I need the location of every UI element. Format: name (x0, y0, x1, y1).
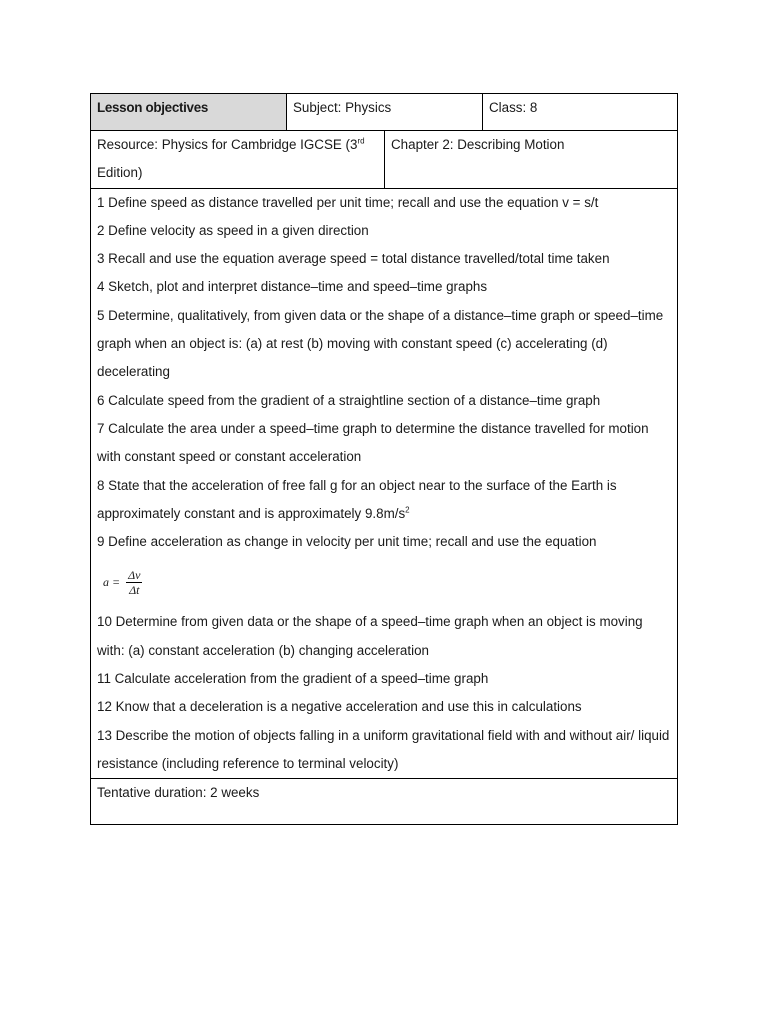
duration-row (91, 779, 678, 825)
formula-fraction (126, 568, 142, 597)
objective-7: 7 Calculate the area under a speed–time graph to determine the distance travelled for motion with constant speed or constant acceleration (97, 420, 649, 465)
objective-8 (97, 472, 671, 529)
objective-5: 5 Determine, qualitatively, from given data or the shape of a distance–time graph or speed–time graph when an object is: (a) at rest (b) moving with constant speed (c) accelerating (d) decelerating (97, 307, 664, 380)
formula-numerator: Δv (128, 567, 141, 582)
header-row (91, 94, 678, 131)
objective-11: 11 Calculate acceleration from the gradient of a speed–time graph (97, 671, 489, 687)
formula-lhs: a = (103, 575, 121, 590)
lesson-objectives-heading: Lesson objectives (91, 94, 287, 131)
resource-text: Resource: Physics for Cambridge IGCSE (3 (97, 137, 358, 152)
objective-8-text: 8 State that the acceleration of free fall g for an object near to the surface of the Earth is approximately constant and is approximately 9.8m/s (97, 477, 617, 521)
objective-9: 9 Define acceleration as change in velocity per unit time; recall and use the equation (97, 534, 597, 550)
resource-text-after: Edition) (97, 165, 143, 181)
formula-denominator: Δt (129, 582, 140, 597)
resource-cell (91, 131, 385, 189)
objective-8-superscript: 2 (405, 505, 410, 515)
objective-10: 10 Determine from given data or the shape of a speed–time graph when an object is moving with: (a) constant acceleration (b) changing acceleration (97, 614, 643, 658)
resource-row (91, 131, 678, 189)
objectives-cell (91, 188, 678, 779)
objective-4: 4 Sketch, plot and interpret distance–time and speed–time graphs (97, 279, 488, 295)
objective-3: 3 Recall and use the equation average speed = total distance travelled/total time taken (97, 251, 610, 267)
objective-1: 1 Define speed as distance travelled per unit time; recall and use the equation v = s/t (97, 194, 599, 210)
objective-2: 2 Define velocity as speed in a given direction (97, 222, 369, 238)
objective-12: 12 Know that a deceleration is a negative acceleration and use this in calculations (97, 699, 582, 715)
class-cell: Class: 8 (483, 94, 678, 131)
subject-cell: Subject: Physics (287, 94, 483, 131)
objective-13: 13 Describe the motion of objects falling in a uniform gravitational field with and without air/ liquid resistance (including reference to terminal velocity) (97, 727, 670, 771)
objectives-row (91, 188, 678, 779)
chapter-cell: Chapter 2: Describing Motion (385, 131, 678, 189)
resource-superscript: rd (357, 136, 365, 146)
duration-cell: Tentative duration: 2 weeks (91, 779, 678, 825)
lesson-plan-table (90, 93, 678, 825)
objective-6: 6 Calculate speed from the gradient of a straightline section of a distance–time graph (97, 392, 601, 408)
acceleration-formula (97, 556, 671, 608)
